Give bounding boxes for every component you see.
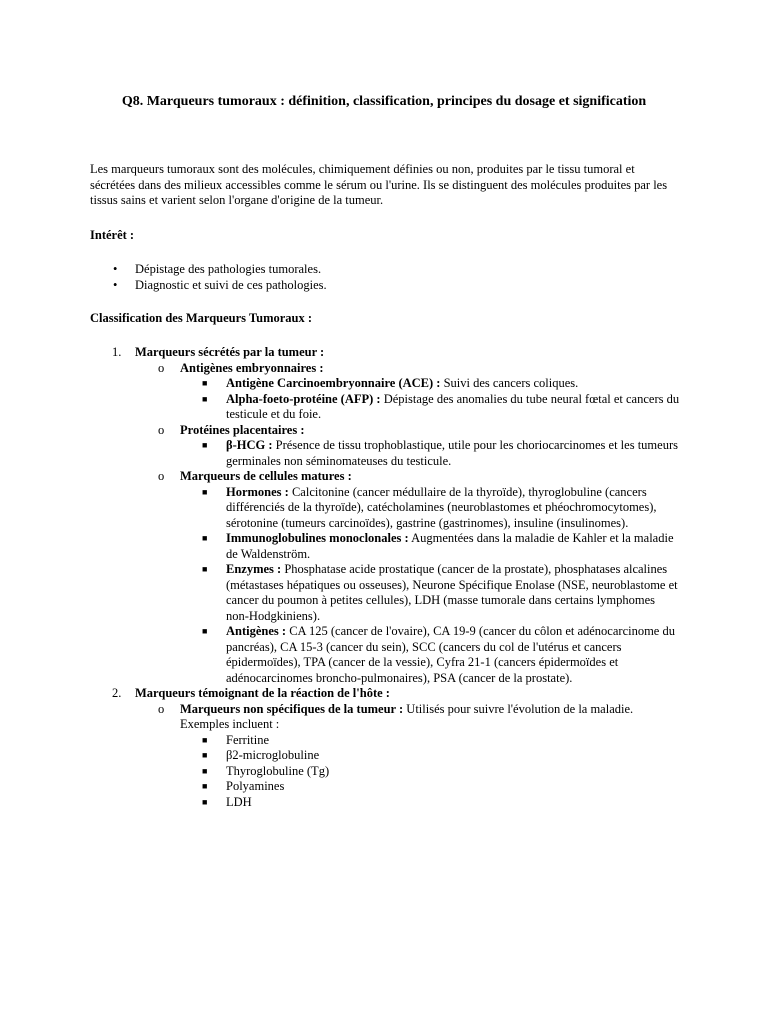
- list-item: ■ Polyamines: [202, 779, 285, 793]
- subsection-label: Antigènes embryonnaires :: [180, 360, 324, 375]
- subsection-label: Marqueurs de cellules matures :: [180, 469, 352, 483]
- section-2: [90, 686, 680, 702]
- square-bullet-icon: ■: [202, 626, 208, 636]
- list-item: ■ Alpha-foeto-protéine (AFP) : Dépistage des anomalies du tube neural fœtal et cancers du testicule et du foie.: [202, 391, 680, 421]
- list-item: • Dépistage des pathologies tumorales.: [113, 262, 322, 276]
- square-bullet-icon: ■: [202, 564, 208, 574]
- section-label: Marqueurs témoignant de la réaction de l'hôte :: [135, 686, 390, 700]
- square-bullet-icon: ■: [202, 378, 208, 388]
- list-item: ■ LDH: [202, 794, 252, 809]
- square-bullet-icon: ■: [202, 533, 208, 543]
- section-1: [90, 345, 680, 361]
- list-item: ■ Enzymes : Phosphatase acide prostatique (cancer de la prostate), phosphatases alcalines (métastases hépatiques ou osseuses), Neurone Spécifique Enolase (NSE, neuroblastome et cancer du poumon à petites cellules), LDH (masse tumorale dans certains lymphomes non-Hodgkiniens).: [202, 562, 678, 623]
- list-item: ■ β2-microglobuline: [202, 748, 320, 762]
- list-item: ■ Thyroglobuline (Tg): [202, 763, 330, 778]
- interet-heading: Intérêt :: [90, 228, 135, 242]
- square-bullet-icon: ■: [202, 796, 208, 807]
- bullet-icon: •: [113, 262, 118, 276]
- list-item: ■ Immunoglobulines monoclonales : Augmentées dans la maladie de Kahler et la maladie de Waldenström.: [202, 531, 674, 561]
- square-bullet-icon: ■: [202, 781, 208, 791]
- bullet-icon: •: [113, 277, 118, 292]
- classification-heading: Classification des Marqueurs Tumoraux :: [90, 311, 313, 325]
- list-item: ■ Antigène Carcinoembryonnaire (ACE) : Suivi des cancers coliques.: [202, 376, 579, 390]
- square-bullet-icon: ■: [202, 393, 208, 404]
- subsection-cellules-matures: [90, 469, 680, 485]
- square-bullet-icon: ■: [202, 440, 208, 450]
- page-title: Q8. Marqueurs tumoraux : définition, classification, principes du dosage et signification: [121, 94, 647, 109]
- list-item: ■ Hormones : Calcitonine (cancer médullaire de la thyroïde), thyroglobuline (cancers différenciés de la thyroïde), catécholamines (neuroblastomes et phéochromocytomes), sérotonine (tumeurs carcinoïdes), gastrine (gastrinomes), insuline (insulinomes).: [202, 484, 657, 530]
- list-item: ■ Antigènes : CA 125 (cancer de l'ovaire), CA 19-9 (cancer du côlon et adénocarcinome du pancréas), CA 15-3 (cancer du sein), SCC (cancers du col de l'utérus et cancers épidermoïdes), TPA (cancer de la vessie), Cyfra 21-1 (cancers épidermoïdes et adénocarcinomes broncho-pulmonaires), PSA (cancer de la prostate).: [202, 624, 675, 685]
- section-label: Marqueurs sécrétés par la tumeur :: [135, 345, 325, 359]
- circle-bullet-icon: o: [158, 360, 165, 375]
- square-bullet-icon: ■: [202, 734, 208, 745]
- square-bullet-icon: ■: [202, 750, 208, 760]
- circle-bullet-icon: o: [158, 422, 165, 437]
- classification-list: [90, 345, 680, 810]
- subsection-label: Protéines placentaires :: [180, 422, 305, 437]
- intro-paragraph: Les marqueurs tumoraux sont des molécules, chimiquement définies ou non, produites par le tissu tumoral et sécrétées dans des milieux accessibles comme le sérum ou l'urine. Ils se distinguent des molécules produites par les tissus sains et varient selon l'organe d'origine de la tumeur.: [90, 162, 668, 207]
- examples-label: Exemples incluent :: [180, 717, 280, 731]
- subsection-label: Marqueurs non spécifiques de la tumeur :: [180, 701, 404, 716]
- square-bullet-icon: ■: [202, 486, 208, 497]
- section-number: 1.: [112, 345, 122, 359]
- list-item: ■ Ferritine: [202, 732, 270, 747]
- section-number: 2.: [112, 686, 122, 700]
- circle-bullet-icon: o: [158, 701, 165, 716]
- circle-bullet-icon: o: [158, 469, 165, 483]
- list-item: • Diagnostic et suivi de ces pathologies.: [113, 277, 327, 292]
- interet-list: [90, 262, 327, 293]
- subsection-antigenes-embryonnaires: [90, 361, 680, 377]
- square-bullet-icon: ■: [202, 765, 208, 776]
- list-item: ■ β-HCG : Présence de tissu trophoblastique, utile pour les choriocarcinomes et les tumeurs germinales non séminomateuses du testicule.: [202, 438, 678, 468]
- subsection-proteines-placentaires: [90, 423, 680, 439]
- subsection-non-specifiques: o Marqueurs non spécifiques de la tumeur : Utilisés pour suivre l'évolution de la maladie.: [158, 701, 634, 716]
